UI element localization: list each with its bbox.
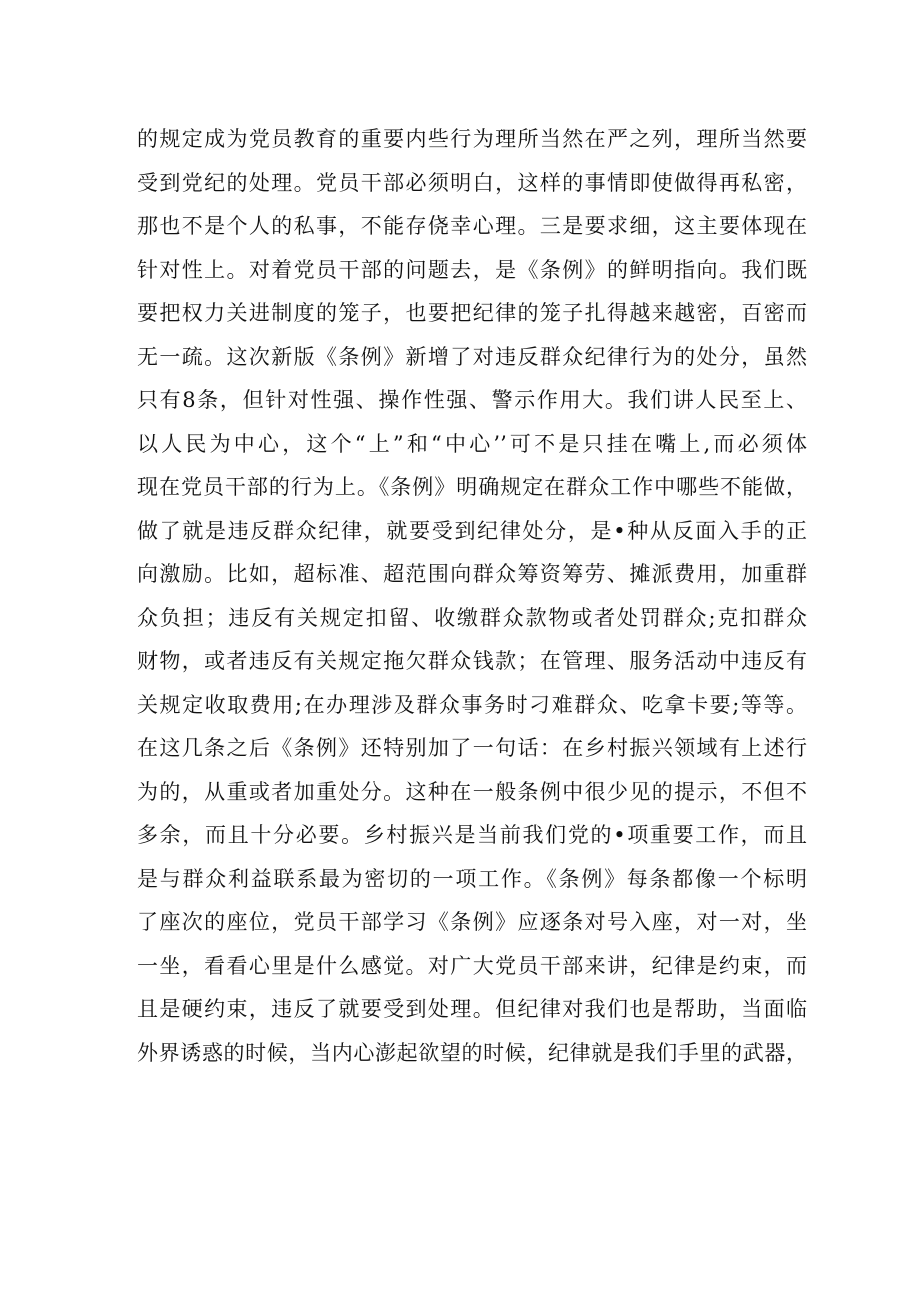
text-line: 向激励。比如，超标准、超范围向群众筹资筹劳、摊派费用，加重群 [137, 562, 807, 586]
text-line: 在这几条之后《条例》还特别加了一句话：在乡村振兴领域有上述行 [137, 736, 807, 760]
text-line: 了座次的座位，党员干部学习《条例》应逐条对号入座，对一对，坐 [137, 910, 807, 934]
text-line: 针对性上。对着党员干部的问题去，是《条例》的鲜明指向。我们既 [137, 257, 807, 282]
text-line: 一坐，看看心里是什么感觉。对广大党员干部来讲，纪律是约束，而 [137, 953, 807, 978]
text-line: 为的，从重或者加重处分。这种在一般条例中很少见的提示，不但不 [137, 779, 807, 804]
text-line: 的规定成为党员教育的重要内些行为理所当然在严之列，理所当然要 [137, 127, 807, 151]
text-line: 外界诱惑的时候，当内心澎起欲望的时候，纪律就是我们手里的武器， [137, 1040, 807, 1065]
text-line: 无一疏。这次新版《条例》新增了对违反群众纪律行为的处分，虽然 [137, 344, 807, 369]
text-line: 财物，或者违反有关规定拖欠群众钱款；在管理、服务活动中违反有 [137, 649, 807, 673]
text-line: 做了就是违反群众纪律，就要受到纪律处分，是•种从反面入手的正 [137, 518, 807, 543]
body-text [137, 118, 807, 1075]
text-line: 是与群众利益联系最为密切的一项工作。《条例》每条都像一个标明 [137, 866, 807, 891]
text-line: 多余，而且十分必要。乡村振兴是当前我们党的•项重要工作，而且 [137, 823, 807, 847]
text-line: 且是硬约束，违反了就要受到处理。但纪律对我们也是帮助，当面临 [137, 997, 807, 1021]
text-line: 以人民为中心，这个“上”和“中心’’可不是只挂在嘴上,而必须体 [137, 431, 807, 456]
text-line: 众负担；违反有关规定扣留、收缴群众款物或者处罚群众;克扣群众 [137, 605, 807, 630]
text-line: 现在党员干部的行为上。《条例》明确规定在群众工作中哪些不能做， [137, 475, 807, 499]
text-line: 只有8条，但针对性强、操作性强、警示作用大。我们讲人民至上、 [137, 388, 807, 412]
text-line: 要把权力关进制度的笼子，也要把纪律的笼子扎得越来越密，百密而 [137, 301, 807, 325]
text-line: 受到党纪的处理。党员干部必须明白，这样的事情即使做得再私密， [137, 170, 807, 195]
text-line: 那也不是个人的私事，不能存侥幸心理。三是要求细，这主要体现在 [137, 214, 807, 238]
text-line: 关规定收取费用;在办理涉及群众事务时刁难群众、吃拿卡要;等等。 [137, 692, 807, 717]
